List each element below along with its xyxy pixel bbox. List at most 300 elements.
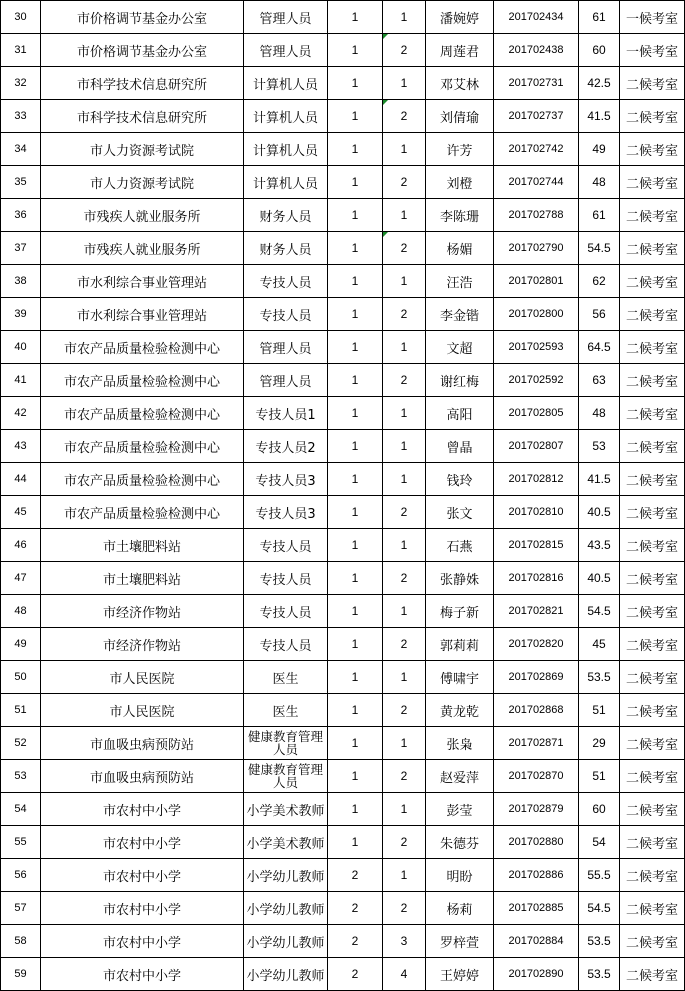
- cell-unit[interactable]: [41, 166, 244, 199]
- cell-row-number[interactable]: [1, 694, 41, 727]
- cell-row-number[interactable]: [1, 463, 41, 496]
- cell-position[interactable]: [244, 958, 328, 991]
- table-row: [1, 1, 685, 34]
- cell-room[interactable]: [620, 199, 685, 232]
- cell-rank-text: 2: [400, 109, 408, 123]
- cell-rank[interactable]: [383, 760, 426, 793]
- cell-position-text: 财务人员: [259, 209, 312, 225]
- cell-plan-count[interactable]: [328, 496, 383, 529]
- cell-rank[interactable]: [383, 430, 426, 463]
- cell-room[interactable]: [620, 265, 685, 298]
- cell-unit[interactable]: [41, 628, 244, 661]
- cell-row-number[interactable]: [1, 133, 41, 166]
- cell-rank[interactable]: [383, 67, 426, 100]
- cell-score[interactable]: [579, 331, 620, 364]
- cell-room[interactable]: [620, 430, 685, 463]
- cell-rank[interactable]: [383, 232, 426, 265]
- cell-rank[interactable]: [383, 397, 426, 430]
- cell-score[interactable]: [579, 595, 620, 628]
- cell-name[interactable]: [426, 496, 494, 529]
- cell-exam-id[interactable]: [494, 463, 579, 496]
- cell-name[interactable]: [426, 166, 494, 199]
- cell-score[interactable]: [579, 232, 620, 265]
- cell-unit[interactable]: [41, 397, 244, 430]
- table-row: [1, 133, 685, 166]
- cell-row-number[interactable]: [1, 331, 41, 364]
- cell-plan-count[interactable]: [328, 628, 383, 661]
- cell-name[interactable]: [426, 958, 494, 991]
- cell-score[interactable]: [579, 430, 620, 463]
- cell-room-text: 二候考室: [625, 968, 678, 984]
- cell-position[interactable]: [244, 826, 328, 859]
- cell-name[interactable]: [426, 529, 494, 562]
- cell-room[interactable]: [620, 793, 685, 826]
- cell-score[interactable]: [579, 562, 620, 595]
- cell-row-number[interactable]: [1, 67, 41, 100]
- cell-exam-id[interactable]: [494, 166, 579, 199]
- cell-plan-count[interactable]: [328, 793, 383, 826]
- cell-position[interactable]: [244, 859, 328, 892]
- cell-exam-id[interactable]: [494, 232, 579, 265]
- cell-room[interactable]: [620, 496, 685, 529]
- cell-rank[interactable]: [383, 958, 426, 991]
- cell-row-number[interactable]: [1, 595, 41, 628]
- cell-rank[interactable]: [383, 100, 426, 133]
- cell-room[interactable]: [620, 925, 685, 958]
- cell-plan-count[interactable]: [328, 397, 383, 430]
- cell-name[interactable]: [426, 628, 494, 661]
- cell-score[interactable]: [579, 463, 620, 496]
- cell-name[interactable]: [426, 661, 494, 694]
- cell-exam-id[interactable]: [494, 496, 579, 529]
- cell-rank-text: 1: [400, 274, 408, 288]
- cell-unit[interactable]: [41, 34, 244, 67]
- cell-name[interactable]: [426, 133, 494, 166]
- cell-name[interactable]: [426, 430, 494, 463]
- cell-position[interactable]: [244, 1, 328, 34]
- cell-exam-id[interactable]: [494, 430, 579, 463]
- cell-score[interactable]: [579, 925, 620, 958]
- cell-position[interactable]: [244, 364, 328, 397]
- cell-plan-count[interactable]: [328, 133, 383, 166]
- cell-row-number[interactable]: [1, 265, 41, 298]
- cell-position[interactable]: [244, 133, 328, 166]
- cell-unit[interactable]: [41, 925, 244, 958]
- cell-plan-count[interactable]: [328, 232, 383, 265]
- cell-row-number[interactable]: [1, 529, 41, 562]
- cell-exam-id-text: 201702885: [508, 902, 564, 914]
- cell-row-number-text: 53: [14, 770, 27, 782]
- cell-room[interactable]: [620, 628, 685, 661]
- cell-unit[interactable]: [41, 694, 244, 727]
- cell-score[interactable]: [579, 67, 620, 100]
- cell-name[interactable]: [426, 562, 494, 595]
- cell-unit[interactable]: [41, 793, 244, 826]
- cell-exam-id[interactable]: [494, 694, 579, 727]
- cell-rank[interactable]: [383, 265, 426, 298]
- cell-plan-count[interactable]: [328, 892, 383, 925]
- cell-rank-text: 2: [400, 373, 408, 387]
- cell-rank-text: 4: [400, 967, 408, 981]
- cell-exam-id[interactable]: [494, 397, 579, 430]
- cell-score[interactable]: [579, 892, 620, 925]
- cell-room[interactable]: [620, 859, 685, 892]
- cell-plan-count[interactable]: [328, 661, 383, 694]
- cell-plan-count-text: 1: [351, 538, 359, 552]
- cell-row-number[interactable]: [1, 661, 41, 694]
- cell-name[interactable]: [426, 925, 494, 958]
- cell-exam-id[interactable]: [494, 1, 579, 34]
- cell-unit[interactable]: [41, 826, 244, 859]
- cell-room[interactable]: [620, 331, 685, 364]
- cell-rank[interactable]: [383, 331, 426, 364]
- cell-exam-id[interactable]: [494, 67, 579, 100]
- cell-room[interactable]: [620, 1, 685, 34]
- cell-room[interactable]: [620, 34, 685, 67]
- cell-exam-id[interactable]: [494, 265, 579, 298]
- cell-name[interactable]: [426, 100, 494, 133]
- cell-rank[interactable]: [383, 199, 426, 232]
- cell-plan-count[interactable]: [328, 265, 383, 298]
- cell-position[interactable]: [244, 760, 328, 793]
- cell-name[interactable]: [426, 1, 494, 34]
- cell-score[interactable]: [579, 826, 620, 859]
- cell-room-text: 二候考室: [625, 77, 678, 93]
- cell-plan-count[interactable]: [328, 100, 383, 133]
- cell-plan-count[interactable]: [328, 727, 383, 760]
- cell-score[interactable]: [579, 628, 620, 661]
- cell-rank[interactable]: [383, 628, 426, 661]
- cell-rank[interactable]: [383, 562, 426, 595]
- cell-plan-count-text: 1: [351, 142, 359, 156]
- cell-position[interactable]: [244, 793, 328, 826]
- cell-unit[interactable]: [41, 727, 244, 760]
- cell-name[interactable]: [426, 595, 494, 628]
- cell-position[interactable]: [244, 232, 328, 265]
- cell-unit[interactable]: [41, 364, 244, 397]
- cell-position[interactable]: [244, 694, 328, 727]
- cell-room[interactable]: [620, 133, 685, 166]
- cell-score-text: 53.5: [587, 967, 611, 981]
- cell-exam-id[interactable]: [494, 364, 579, 397]
- cell-score[interactable]: [579, 199, 620, 232]
- cell-row-number-text: 47: [14, 572, 27, 584]
- cell-unit[interactable]: [41, 529, 244, 562]
- cell-position-text: 小学美术教师: [246, 803, 325, 819]
- cell-row-number[interactable]: [1, 298, 41, 331]
- cell-plan-count[interactable]: [328, 67, 383, 100]
- cell-row-number[interactable]: [1, 199, 41, 232]
- cell-plan-count[interactable]: [328, 430, 383, 463]
- cell-exam-id[interactable]: [494, 892, 579, 925]
- cell-unit[interactable]: [41, 892, 244, 925]
- cell-room[interactable]: [620, 958, 685, 991]
- cell-name[interactable]: [426, 859, 494, 892]
- cell-name[interactable]: [426, 265, 494, 298]
- cell-row-number[interactable]: [1, 1, 41, 34]
- cell-name[interactable]: [426, 364, 494, 397]
- cell-unit-text: 市农产品质量检验检测中心: [63, 374, 220, 390]
- cell-score[interactable]: [579, 34, 620, 67]
- cell-position[interactable]: [244, 265, 328, 298]
- cell-exam-id[interactable]: [494, 298, 579, 331]
- cell-room[interactable]: [620, 892, 685, 925]
- cell-score[interactable]: [579, 265, 620, 298]
- cell-room[interactable]: [620, 694, 685, 727]
- cell-room[interactable]: [620, 100, 685, 133]
- cell-exam-id[interactable]: [494, 826, 579, 859]
- cell-name[interactable]: [426, 826, 494, 859]
- cell-plan-count[interactable]: [328, 826, 383, 859]
- cell-name[interactable]: [426, 199, 494, 232]
- cell-position[interactable]: [244, 397, 328, 430]
- cell-plan-count[interactable]: [328, 595, 383, 628]
- cell-plan-count[interactable]: [328, 298, 383, 331]
- cell-position[interactable]: [244, 529, 328, 562]
- cell-score[interactable]: [579, 793, 620, 826]
- cell-row-number[interactable]: [1, 892, 41, 925]
- cell-room[interactable]: [620, 727, 685, 760]
- cell-name[interactable]: [426, 397, 494, 430]
- cell-row-number[interactable]: [1, 364, 41, 397]
- cell-rank[interactable]: [383, 892, 426, 925]
- cell-exam-id-text: 201702800: [508, 308, 564, 320]
- cell-room[interactable]: [620, 529, 685, 562]
- cell-unit[interactable]: [41, 67, 244, 100]
- cell-name[interactable]: [426, 34, 494, 67]
- cell-position[interactable]: [244, 166, 328, 199]
- cell-exam-id[interactable]: [494, 793, 579, 826]
- cell-name-text: 王婷婷: [439, 968, 479, 984]
- cell-row-number[interactable]: [1, 727, 41, 760]
- cell-unit-text: 市农产品质量检验检测中心: [63, 473, 220, 489]
- cell-unit[interactable]: [41, 430, 244, 463]
- cell-exam-id[interactable]: [494, 562, 579, 595]
- cell-score[interactable]: [579, 727, 620, 760]
- cell-name[interactable]: [426, 760, 494, 793]
- cell-row-number[interactable]: [1, 430, 41, 463]
- cell-name[interactable]: [426, 463, 494, 496]
- cell-room[interactable]: [620, 397, 685, 430]
- cell-plan-count[interactable]: [328, 166, 383, 199]
- cell-exam-id[interactable]: [494, 958, 579, 991]
- cell-row-number[interactable]: [1, 760, 41, 793]
- cell-position[interactable]: [244, 628, 328, 661]
- cell-room[interactable]: [620, 826, 685, 859]
- cell-unit[interactable]: [41, 1, 244, 34]
- cell-unit[interactable]: [41, 760, 244, 793]
- cell-score[interactable]: [579, 694, 620, 727]
- cell-name[interactable]: [426, 67, 494, 100]
- cell-plan-count[interactable]: [328, 562, 383, 595]
- cell-position[interactable]: [244, 925, 328, 958]
- cell-row-number[interactable]: [1, 628, 41, 661]
- cell-row-number[interactable]: [1, 34, 41, 67]
- cell-exam-id[interactable]: [494, 760, 579, 793]
- cell-name-text: 张静姝: [439, 572, 479, 588]
- cell-score[interactable]: [579, 364, 620, 397]
- cell-unit[interactable]: [41, 298, 244, 331]
- cell-name[interactable]: [426, 298, 494, 331]
- cell-rank[interactable]: [383, 925, 426, 958]
- cell-position[interactable]: [244, 496, 328, 529]
- cell-position[interactable]: [244, 595, 328, 628]
- cell-score[interactable]: [579, 760, 620, 793]
- cell-rank[interactable]: [383, 364, 426, 397]
- cell-rank[interactable]: [383, 595, 426, 628]
- cell-exam-id[interactable]: [494, 628, 579, 661]
- cell-position[interactable]: [244, 67, 328, 100]
- cell-exam-id-text: 201702593: [508, 341, 564, 353]
- cell-unit[interactable]: [41, 562, 244, 595]
- cell-room[interactable]: [620, 166, 685, 199]
- cell-exam-id[interactable]: [494, 199, 579, 232]
- cell-rank[interactable]: [383, 298, 426, 331]
- cell-rank[interactable]: [383, 694, 426, 727]
- cell-row-number[interactable]: [1, 859, 41, 892]
- cell-rank[interactable]: [383, 1, 426, 34]
- cell-unit[interactable]: [41, 199, 244, 232]
- cell-position[interactable]: [244, 661, 328, 694]
- cell-row-number[interactable]: [1, 925, 41, 958]
- cell-score[interactable]: [579, 133, 620, 166]
- cell-exam-id[interactable]: [494, 727, 579, 760]
- cell-rank[interactable]: [383, 133, 426, 166]
- cell-exam-id[interactable]: [494, 529, 579, 562]
- cell-rank[interactable]: [383, 661, 426, 694]
- cell-row-number[interactable]: [1, 232, 41, 265]
- cell-position[interactable]: [244, 892, 328, 925]
- cell-unit[interactable]: [41, 100, 244, 133]
- cell-room[interactable]: [620, 298, 685, 331]
- cell-rank[interactable]: [383, 529, 426, 562]
- cell-rank[interactable]: [383, 463, 426, 496]
- cell-position[interactable]: [244, 331, 328, 364]
- cell-plan-count[interactable]: [328, 331, 383, 364]
- cell-room[interactable]: [620, 760, 685, 793]
- cell-name[interactable]: [426, 232, 494, 265]
- cell-row-number[interactable]: [1, 793, 41, 826]
- cell-position[interactable]: [244, 430, 328, 463]
- cell-plan-count[interactable]: [328, 925, 383, 958]
- cell-row-number[interactable]: [1, 958, 41, 991]
- table-row: [1, 331, 685, 364]
- cell-position-text: 小学幼儿教师: [246, 902, 325, 918]
- cell-plan-count[interactable]: [328, 364, 383, 397]
- cell-rank[interactable]: [383, 34, 426, 67]
- cell-plan-count[interactable]: [328, 199, 383, 232]
- cell-exam-id[interactable]: [494, 34, 579, 67]
- cell-position[interactable]: [244, 727, 328, 760]
- cell-position[interactable]: [244, 298, 328, 331]
- cell-plan-count[interactable]: [328, 34, 383, 67]
- cell-room[interactable]: [620, 562, 685, 595]
- cell-rank-text: 1: [400, 868, 408, 882]
- cell-unit[interactable]: [41, 133, 244, 166]
- cell-exam-id[interactable]: [494, 595, 579, 628]
- cell-rank[interactable]: [383, 859, 426, 892]
- cell-exam-id[interactable]: [494, 661, 579, 694]
- cell-name[interactable]: [426, 331, 494, 364]
- cell-score[interactable]: [579, 397, 620, 430]
- cell-room[interactable]: [620, 463, 685, 496]
- cell-plan-count[interactable]: [328, 694, 383, 727]
- cell-unit[interactable]: [41, 331, 244, 364]
- cell-exam-id-text: 201702868: [508, 704, 564, 716]
- cell-row-number[interactable]: [1, 496, 41, 529]
- cell-row-number[interactable]: [1, 100, 41, 133]
- cell-exam-id[interactable]: [494, 100, 579, 133]
- cell-score[interactable]: [579, 100, 620, 133]
- cell-name[interactable]: [426, 694, 494, 727]
- cell-position[interactable]: [244, 100, 328, 133]
- cell-rank[interactable]: [383, 496, 426, 529]
- cell-name[interactable]: [426, 793, 494, 826]
- cell-score[interactable]: [579, 1, 620, 34]
- cell-unit[interactable]: [41, 661, 244, 694]
- cell-row-number[interactable]: [1, 826, 41, 859]
- cell-unit[interactable]: [41, 463, 244, 496]
- cell-exam-id-text: 201702820: [508, 638, 564, 650]
- cell-plan-count[interactable]: [328, 859, 383, 892]
- cell-exam-id[interactable]: [494, 859, 579, 892]
- cell-unit[interactable]: [41, 232, 244, 265]
- cell-position-text: 财务人员: [259, 242, 312, 258]
- cell-plan-count[interactable]: [328, 463, 383, 496]
- cell-score[interactable]: [579, 496, 620, 529]
- cell-name[interactable]: [426, 892, 494, 925]
- cell-rank[interactable]: [383, 826, 426, 859]
- cell-row-number[interactable]: [1, 562, 41, 595]
- cell-score[interactable]: [579, 529, 620, 562]
- cell-position[interactable]: [244, 463, 328, 496]
- cell-score[interactable]: [579, 298, 620, 331]
- cell-plan-count[interactable]: [328, 760, 383, 793]
- cell-rank[interactable]: [383, 793, 426, 826]
- cell-score[interactable]: [579, 958, 620, 991]
- cell-position[interactable]: [244, 562, 328, 595]
- cell-position[interactable]: [244, 199, 328, 232]
- cell-room[interactable]: [620, 661, 685, 694]
- cell-exam-id[interactable]: [494, 331, 579, 364]
- cell-position[interactable]: [244, 34, 328, 67]
- cell-rank[interactable]: [383, 727, 426, 760]
- cell-rank[interactable]: [383, 166, 426, 199]
- cell-room[interactable]: [620, 232, 685, 265]
- cell-room[interactable]: [620, 595, 685, 628]
- cell-score[interactable]: [579, 661, 620, 694]
- cell-room[interactable]: [620, 364, 685, 397]
- cell-unit[interactable]: [41, 496, 244, 529]
- cell-plan-count[interactable]: [328, 529, 383, 562]
- cell-rank-text: 1: [400, 802, 408, 816]
- cell-room[interactable]: [620, 67, 685, 100]
- cell-exam-id[interactable]: [494, 133, 579, 166]
- cell-name[interactable]: [426, 727, 494, 760]
- cell-unit[interactable]: [41, 595, 244, 628]
- cell-row-number[interactable]: [1, 397, 41, 430]
- cell-unit[interactable]: [41, 859, 244, 892]
- cell-score[interactable]: [579, 166, 620, 199]
- cell-plan-count[interactable]: [328, 958, 383, 991]
- cell-name-text: 黄龙乾: [439, 704, 479, 720]
- cell-score[interactable]: [579, 859, 620, 892]
- cell-unit[interactable]: [41, 265, 244, 298]
- cell-exam-id[interactable]: [494, 925, 579, 958]
- cell-row-number[interactable]: [1, 166, 41, 199]
- cell-unit[interactable]: [41, 958, 244, 991]
- cell-plan-count[interactable]: [328, 1, 383, 34]
